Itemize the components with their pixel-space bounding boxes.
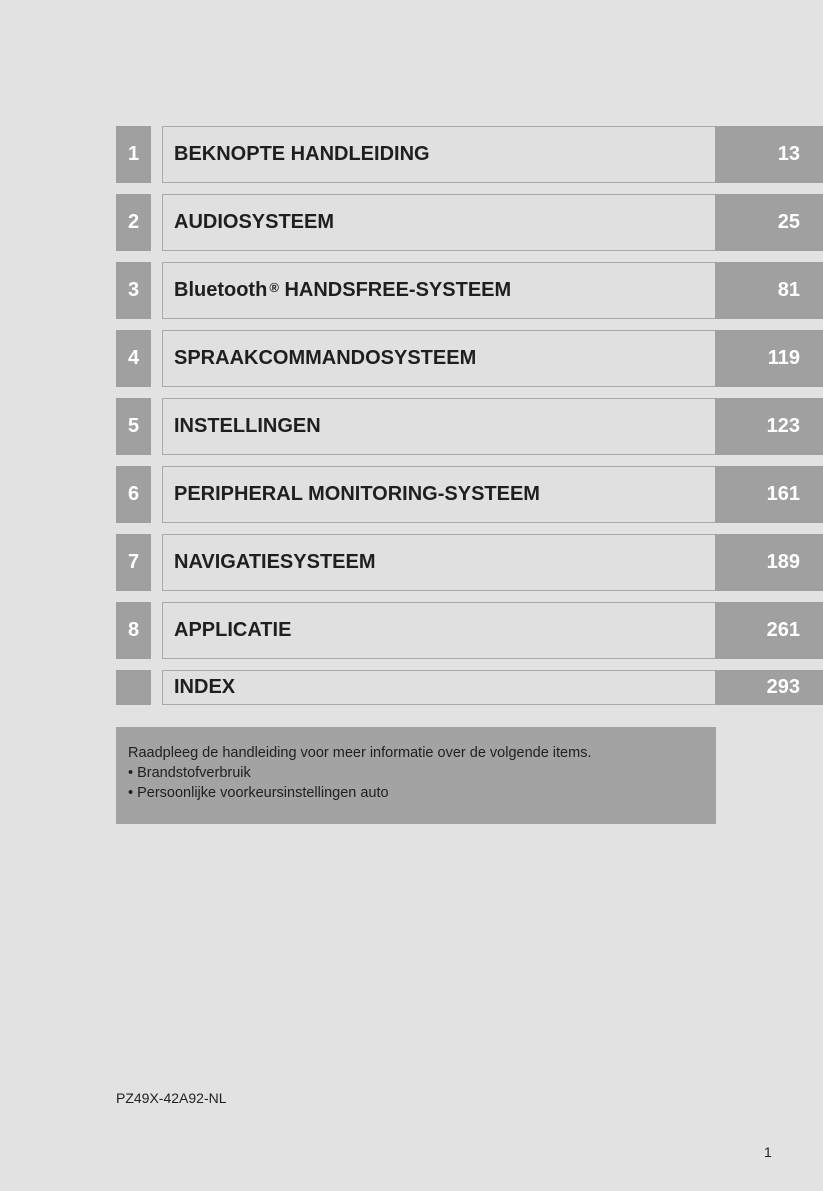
toc-row[interactable] [116, 262, 823, 319]
section-title-text: Bluetooth [174, 279, 268, 301]
section-number: 4 [116, 330, 151, 387]
section-page: 81 [715, 262, 823, 319]
section-page: 161 [715, 466, 823, 523]
bullet-icon: • [128, 765, 134, 781]
index-page: 293 [715, 670, 823, 705]
toc-row[interactable] [116, 602, 823, 659]
section-title[interactable] [162, 466, 715, 523]
note-intro: Raadpleeg de handleiding voor meer informatie over de volgende items. [128, 745, 592, 761]
section-page: 25 [715, 194, 823, 251]
note-item-text: Brandstofverbruik [137, 765, 251, 781]
document-code: PZ49X-42A92-NL [116, 1090, 227, 1106]
section-number: 1 [116, 126, 151, 183]
info-note [116, 727, 716, 824]
toc-row[interactable] [116, 466, 823, 523]
section-page: 189 [715, 534, 823, 591]
section-title-text: SPRAAKCOMMANDOSYSTEEM [174, 347, 477, 369]
section-title-text: AUDIOSYSTEEM [174, 211, 335, 233]
section-number: 3 [116, 262, 151, 319]
section-title-text: BEKNOPTE HANDLEIDING [174, 143, 430, 165]
section-number: 5 [116, 398, 151, 455]
section-page: 119 [715, 330, 823, 387]
bullet-icon: • [128, 785, 134, 801]
section-number-blank [116, 670, 151, 705]
toc-row[interactable] [116, 194, 823, 251]
toc-row-index[interactable] [116, 670, 823, 705]
note-item [128, 783, 716, 803]
section-title[interactable] [162, 602, 715, 659]
page-number: 1 [764, 1144, 772, 1160]
toc-row[interactable] [116, 330, 823, 387]
section-title[interactable] [162, 194, 715, 251]
section-number: 8 [116, 602, 151, 659]
section-number: 7 [116, 534, 151, 591]
section-title[interactable] [162, 126, 715, 183]
section-title[interactable] [162, 398, 715, 455]
registered-mark: ® [269, 280, 279, 295]
section-page: 13 [715, 126, 823, 183]
section-title-text: INSTELLINGEN [174, 415, 321, 437]
section-title[interactable] [162, 330, 715, 387]
section-title-text: NAVIGATIESYSTEEM [174, 551, 376, 573]
section-title[interactable] [162, 262, 715, 319]
section-title-text: APPLICATIE [174, 619, 292, 641]
section-page: 261 [715, 602, 823, 659]
section-title-text: PERIPHERAL MONITORING-SYSTEEM [174, 483, 540, 505]
section-page: 123 [715, 398, 823, 455]
section-number: 2 [116, 194, 151, 251]
toc-row[interactable] [116, 534, 823, 591]
note-item-text: Persoonlijke voorkeursinstellingen auto [137, 785, 389, 801]
section-number: 6 [116, 466, 151, 523]
section-title-rest: HANDSFREE-SYSTEEM [278, 279, 512, 301]
table-of-contents [116, 126, 823, 716]
section-title[interactable] [162, 534, 715, 591]
toc-row[interactable] [116, 126, 823, 183]
note-item [128, 763, 716, 783]
index-title[interactable] [162, 670, 715, 705]
index-title-text: INDEX [174, 676, 236, 698]
toc-row[interactable] [116, 398, 823, 455]
